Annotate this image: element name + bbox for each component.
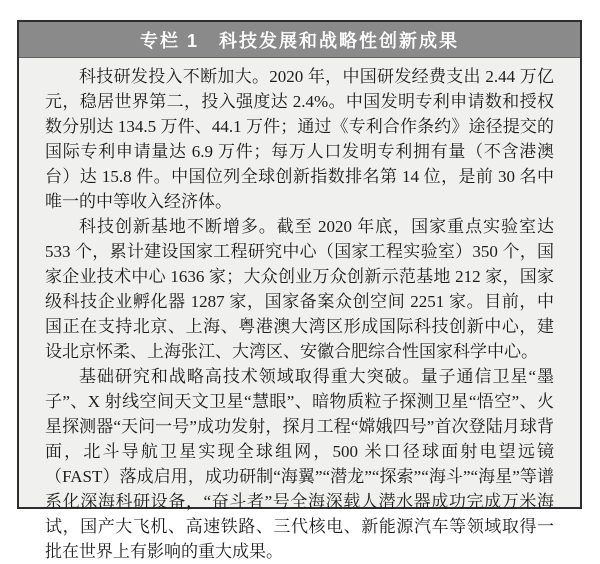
column-box-header [19,22,580,58]
column-box [17,20,582,561]
paragraph-rd-investment: 科技研发投入不断加大。2020 年，中国研发经费支出 2.44 万亿元，稳居世界第二，投入强度达 2.4%。中国发明专利申请数和授权数分别达 134.5 万件、44.1 万件；通过《专利合作条约》途径提交的国际专利申请量达 6.9 万件；每万人口发明专利拥有量（不含港澳台）达 15.8 件。中国位列全球创新指数排名第 14 位，是前 30 名中唯一的中等收入经济体。 [45,67,554,211]
paragraph-innovation-bases: 科技创新基地不断增多。截至 2020 年底，国家重点实验室达 533 个，累计建设国家工程研究中心（国家工程实验室）350 个，国家企业技术中心 1636 家；大众创业万众创新示范基地 212 家，国家级科技企业孵化器 1287 家，国家备案众创空间 2251 家。目前，中国正在支持北京、上海、粤港澳大湾区形成国际科技创新中心，建设北京怀柔、上海张江、大湾区、安徽合肥综合性国家科学中心。 [45,217,554,361]
column-box-title: 专栏 1 科技发展和战略性创新成果 [139,30,459,51]
column-box-body [19,58,580,564]
paragraph-tech-breakthroughs: 基础研究和战略高技术领域取得重大突破。量子通信卫星“墨子”、X 射线空间天文卫星“慧眼”、暗物质粒子探测卫星“悟空”、火星探测器“天问一号”成功发射，探月工程“嫦娥四号”首次登陆月球背面，北斗导航卫星实现全球组网，500 米口径球面射电望远镜（FAST）落成启用，成功研制“海翼”“潜龙”“探索”“海斗”“海星”等谱系化深海科研设备，“奋斗者”号全海深载人潜水器成功完成万米海试，国产大飞机、高速铁路、三代核电、新能源汽车等领域取得一批在世界上有影响的重大成果。 [45,367,554,561]
